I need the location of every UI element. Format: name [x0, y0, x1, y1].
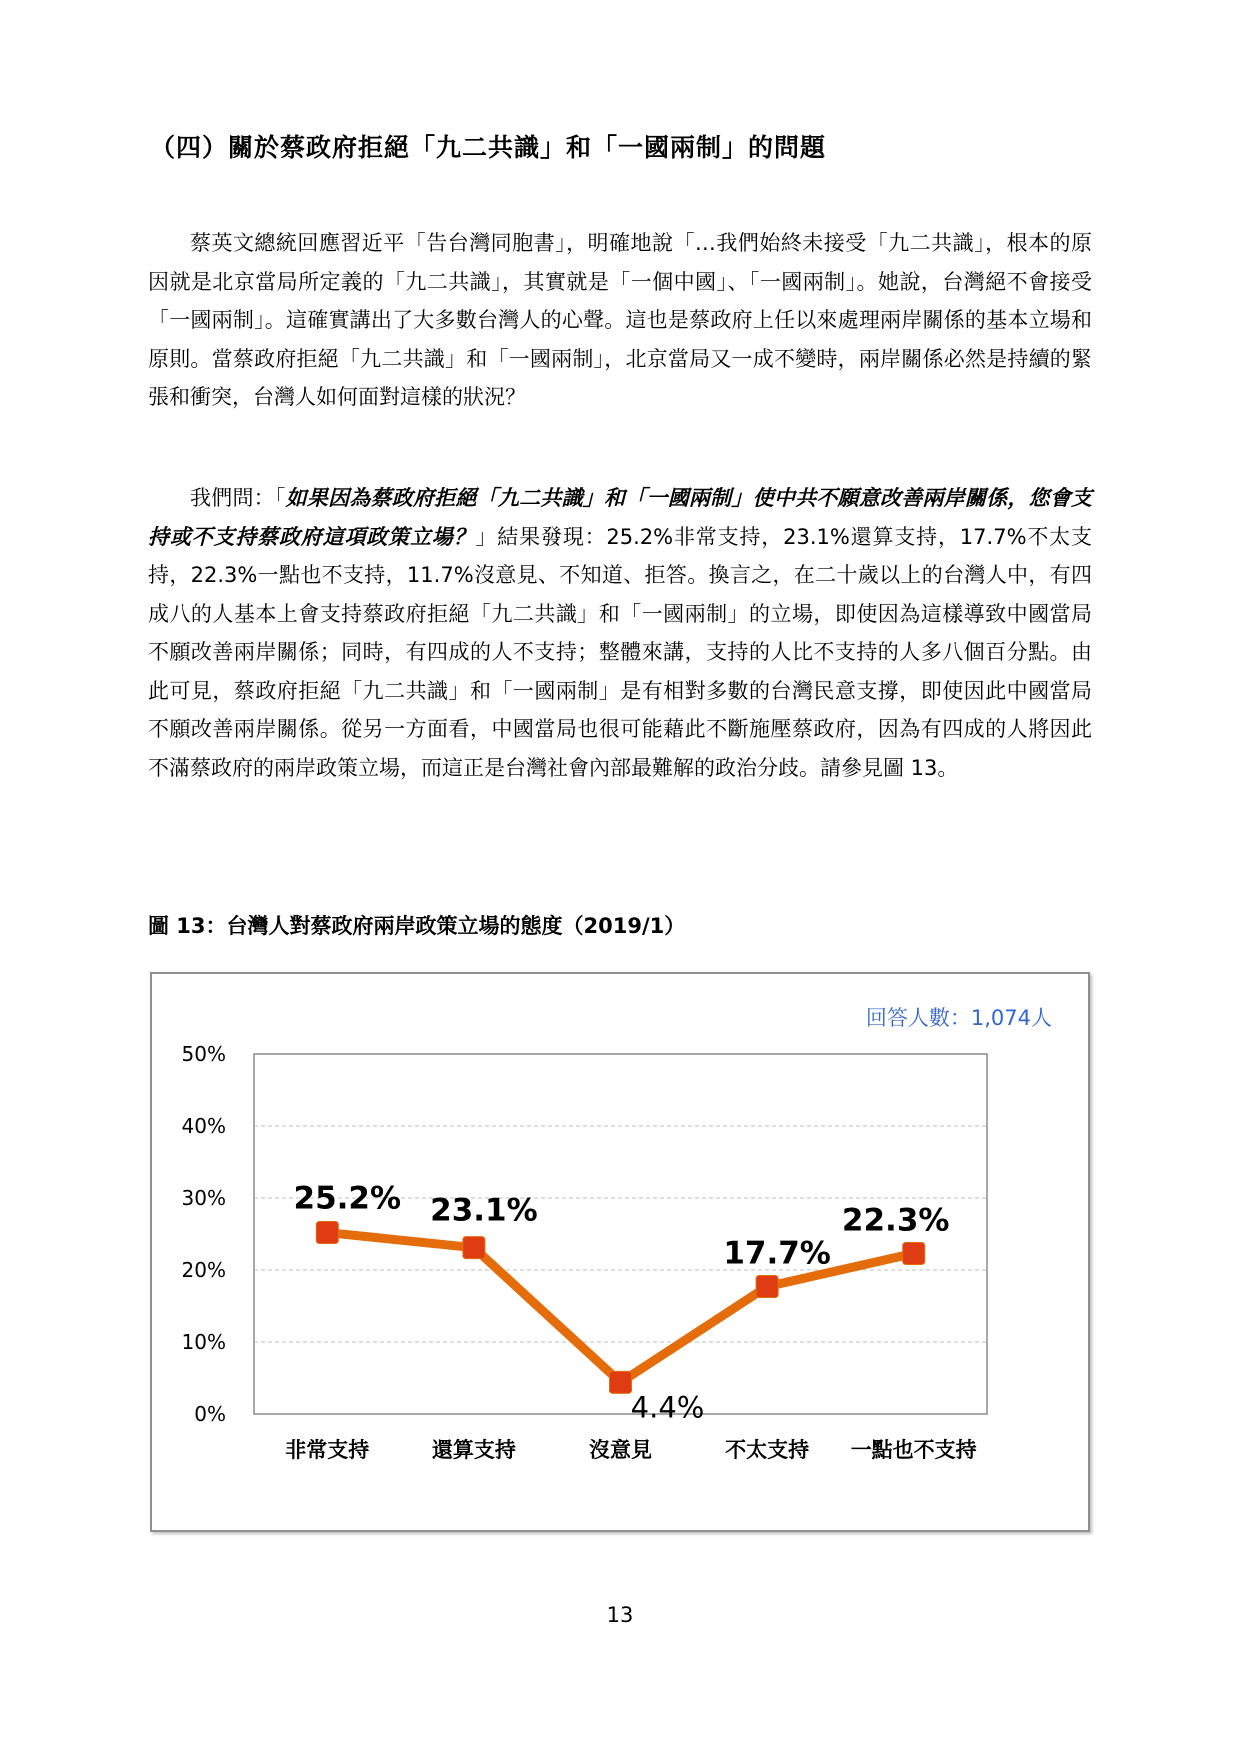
y-tick-label: 40%: [181, 1114, 226, 1138]
x-tick-label: 還算支持: [431, 1438, 516, 1462]
line-chart: [152, 974, 1088, 1530]
y-tick-label: 20%: [181, 1258, 226, 1282]
data-label: 4.4%: [630, 1390, 705, 1425]
paragraph-findings: [148, 479, 1092, 787]
figure-caption: 圖 13：台灣人對蔡政府兩岸政策立場的態度（2019/1）: [148, 914, 686, 938]
chart-frame: [150, 972, 1090, 1532]
x-tick-label: 非常支持: [285, 1438, 370, 1462]
findings-text: 」結果發現：25.2%非常支持，23.1%還算支持，17.7%不太支持，22.3%一點也不支持，11.7%沒意見、不知道、拒答。換言之，在二十歲以上的台灣人中，有四成八的人基本上會支持蔡政府拒絕「九二共識」和「一國兩制」的立場，即使因為這樣導致中國當局不願改善兩岸關係；同時，有四成的人不支持；整體來講，支持的人比不支持的人多八個百分點。由此可見，蔡政府拒絕「九二共識」和「一國兩制」是有相對多數的台灣民意支撐，即使因此中國當局不願改善兩岸關係。從另一方面看，中國當局也很可能藉此不斷施壓蔡政府，因為有四成的人將因此不滿蔡政府的兩岸政策立場，而這正是台灣社會內部最難解的政治分歧。請參見圖 13。: [148, 524, 1093, 780]
y-tick-label: 0%: [194, 1402, 226, 1426]
x-tick-label: 不太支持: [725, 1438, 810, 1462]
survey-question: 如果因為蔡政府拒絕「九二共識」和「一國兩制」使中共不願意改善兩岸關係，您會支持或不支持蔡政府這項政策立場？: [148, 486, 1093, 549]
data-point: [610, 1371, 632, 1393]
data-point: [756, 1276, 778, 1298]
y-tick-label: 10%: [181, 1330, 226, 1354]
respondent-count: 回答人數：1,074人: [865, 1006, 1052, 1030]
data-point: [463, 1237, 485, 1259]
x-tick-label: 沒意見: [589, 1438, 652, 1462]
data-label: 23.1%: [430, 1192, 538, 1229]
y-tick-label: 30%: [181, 1186, 226, 1210]
section-heading: （四）關於蔡政府拒絕「九二共識」和「一國兩制」的問題: [150, 133, 827, 162]
data-label: 17.7%: [723, 1235, 831, 1272]
question-lead: 我們問：「: [190, 486, 286, 510]
y-tick-label: 50%: [181, 1042, 226, 1066]
paragraph-intro: 蔡英文總統回應習近平「告台灣同胞書」，明確地說「…我們始終未接受「九二共識」，根本的原因就是北京當局所定義的「九二共識」，其實就是「一個中國」、「一國兩制」。她說，台灣絕不會接受「一國兩制」。這確實講出了大多數台灣人的心聲。這也是蔡政府上任以來處理兩岸關係的基本立場和原則。當蔡政府拒絕「九二共識」和「一國兩制」，北京當局又一成不變時，兩岸關係必然是持續的緊張和衝突，台灣人如何面對這樣的狀況？: [148, 231, 1092, 409]
x-tick-label: 一點也不支持: [850, 1438, 977, 1462]
data-point: [903, 1242, 925, 1264]
data-label: 25.2%: [293, 1180, 402, 1217]
data-label: 22.3%: [841, 1202, 950, 1239]
page-number: 13: [606, 1603, 634, 1627]
data-point: [316, 1222, 338, 1244]
